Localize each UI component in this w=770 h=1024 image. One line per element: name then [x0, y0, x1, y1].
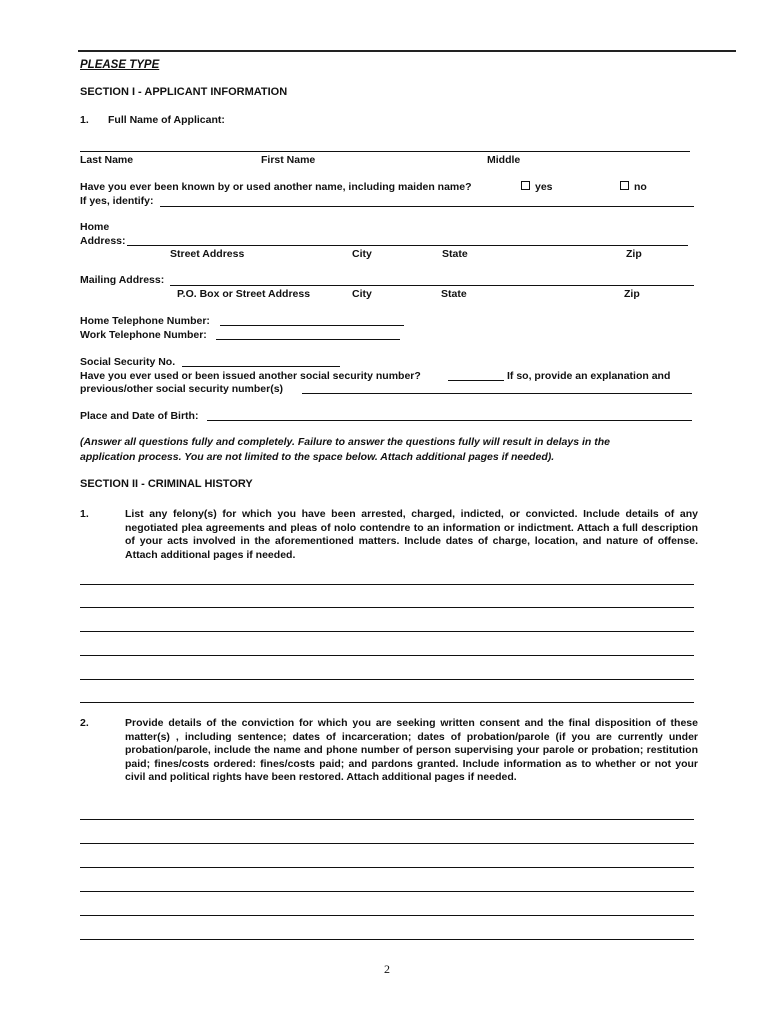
home-address-field[interactable] — [127, 245, 688, 246]
s2-q2-text: Provide details of the conviction for which you are seeking written consent and the final disposition of these matter(s) , including sentence; dates of incarceration; dates of probation/parole (if you are currently under probation/parole, include the name and phone number of person supervising your parole or probation; restitution paid; fines/costs ordered: fines/costs paid; and pardons granted. Include information as to whether or not your civil and political rights have been restored. Attach additional pages if needed. — [125, 717, 698, 783]
instructions-line-2: application process. You are not limited to the space below. Attach additional pages if needed). — [80, 451, 555, 463]
city-label: City — [352, 248, 372, 260]
conviction-answer-line[interactable] — [80, 819, 694, 820]
conviction-answer-line[interactable] — [80, 915, 694, 916]
full-name-label: Full Name of Applicant: — [108, 114, 225, 126]
work-phone-label: Work Telephone Number: — [80, 329, 207, 341]
mailing-address-label: Mailing Address: — [80, 274, 165, 286]
full-name-field[interactable] — [80, 151, 690, 152]
top-rule — [78, 50, 736, 52]
mail-city-label: City — [352, 288, 372, 300]
felony-answer-line[interactable] — [80, 702, 694, 703]
s2-q1-text: List any felony(s) for which you have been arrested, charged, indicted, or convicted. Include details of any negotiated plea agreements and pleas of nolo contendre to an information or indictment. Attach a full description of your acts involved in the aforementioned matters. Include dates of charge, location, and nature of offense. Attach additional pages if needed. — [125, 508, 698, 561]
zip-label: Zip — [626, 248, 642, 260]
conviction-answer-line[interactable] — [80, 939, 694, 940]
other-name-field[interactable] — [160, 206, 694, 207]
street-address-label: Street Address — [170, 248, 245, 260]
yes-checkbox[interactable] — [521, 181, 530, 190]
state-label: State — [442, 248, 468, 260]
other-ssn-answer-field[interactable] — [448, 380, 504, 381]
home-phone-field[interactable] — [220, 325, 404, 326]
felony-answer-line[interactable] — [80, 584, 694, 585]
page-number: 2 — [384, 962, 390, 976]
mailing-address-field[interactable] — [170, 285, 694, 286]
home-phone-label: Home Telephone Number: — [80, 315, 210, 327]
s2-q2-number: 2. — [80, 717, 89, 729]
section1-title: SECTION I - APPLICANT INFORMATION — [80, 86, 288, 98]
mail-zip-label: Zip — [624, 288, 640, 300]
previous-ssn-label: previous/other social security number(s) — [80, 383, 284, 395]
home-label: Home — [80, 221, 110, 233]
section2-title: SECTION II - CRIMINAL HISTORY — [80, 478, 253, 490]
conviction-answer-line[interactable] — [80, 891, 694, 892]
ssn-label: Social Security No. — [80, 356, 176, 368]
middle-name-label: Middle — [487, 154, 521, 166]
felony-answer-line[interactable] — [80, 631, 694, 632]
other-ssn-question: Have you ever used or been issued another social security number? — [80, 370, 421, 382]
no-option[interactable]: no — [620, 181, 647, 193]
po-box-label: P.O. Box or Street Address — [177, 288, 311, 300]
other-name-question: Have you ever been known by or used another name, including maiden name? — [80, 181, 472, 193]
work-phone-field[interactable] — [216, 339, 400, 340]
birth-field[interactable] — [207, 420, 692, 421]
previous-ssn-field[interactable] — [302, 393, 692, 394]
conviction-answer-line[interactable] — [80, 867, 694, 868]
conviction-answer-line[interactable] — [80, 843, 694, 844]
mail-state-label: State — [441, 288, 467, 300]
other-ssn-explain-label: If so, provide an explanation and — [507, 370, 671, 382]
birth-label: Place and Date of Birth: — [80, 410, 199, 422]
instructions-line-1: (Answer all questions fully and completely. Failure to answer the questions fully will result in delays in the — [80, 436, 610, 448]
s2-q1-number: 1. — [80, 508, 89, 520]
address-label: Address: — [80, 235, 126, 247]
felony-answer-line[interactable] — [80, 679, 694, 680]
felony-answer-line[interactable] — [80, 607, 694, 608]
yes-option[interactable]: yes — [521, 181, 553, 193]
felony-answer-line[interactable] — [80, 655, 694, 656]
if-yes-label: If yes, identify: — [80, 195, 154, 207]
first-name-label: First Name — [261, 154, 316, 166]
ssn-field[interactable] — [182, 366, 340, 367]
please-type-heading: PLEASE TYPE — [80, 59, 160, 71]
q1-number: 1. — [80, 114, 89, 126]
no-checkbox[interactable] — [620, 181, 629, 190]
last-name-label: Last Name — [80, 154, 134, 166]
